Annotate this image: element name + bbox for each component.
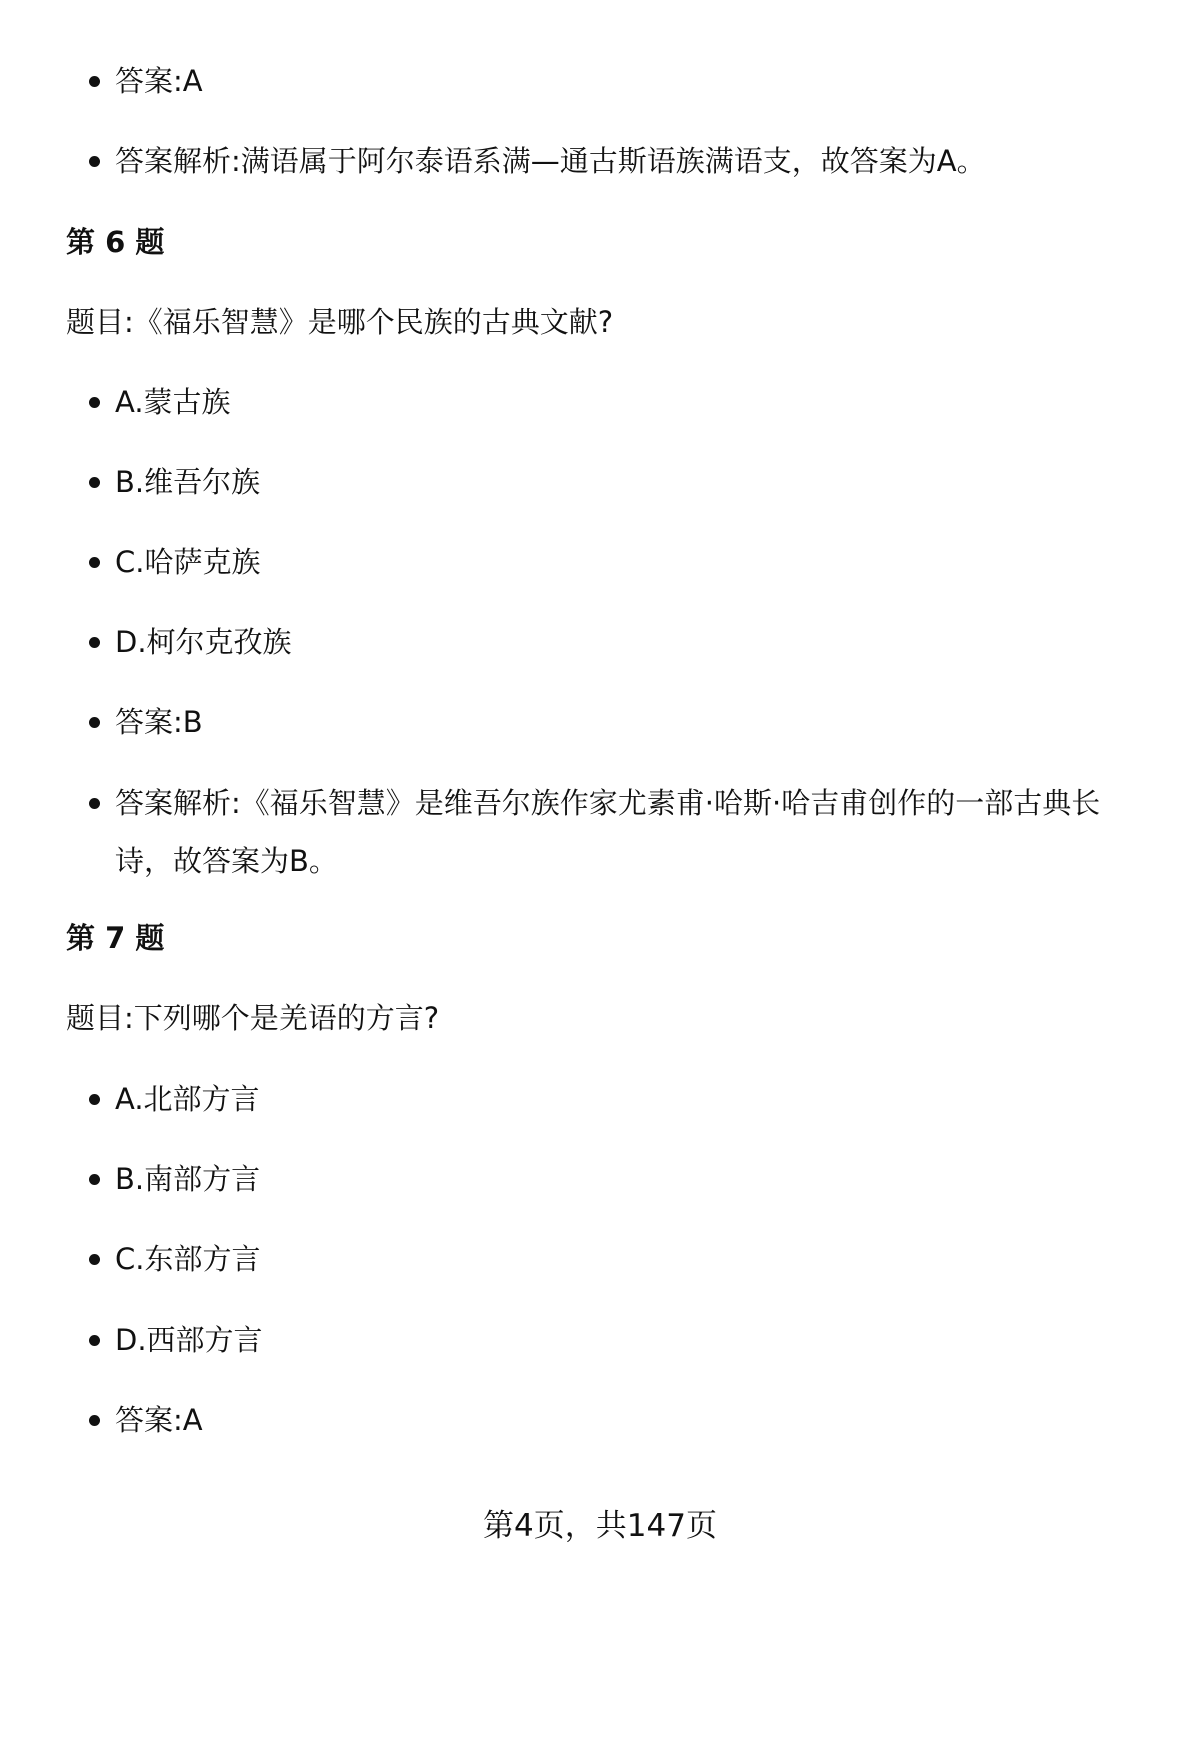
option-d: D.西部方言: [115, 1323, 263, 1357]
explanation-line: 答案解析:《福乐智慧》是维吾尔族作家尤素甫·哈斯·哈吉甫创作的一部古典长诗，故答案为B。: [115, 786, 1101, 878]
explanation-line: 答案解析:满语属于阿尔泰语系满—通古斯语族满语支，故答案为A。: [115, 144, 986, 178]
page-number: 第4页，共147页: [483, 1508, 717, 1544]
option-a: A.北部方言: [115, 1082, 260, 1116]
bullet-dot: [89, 477, 100, 488]
bullet-dot: [89, 1094, 100, 1105]
bullet-dot: [89, 637, 100, 648]
answer-line: 答案:B: [115, 705, 203, 739]
bullet-dot: [89, 1335, 100, 1346]
bullet-dot: [89, 397, 100, 408]
bullet-dot: [89, 798, 100, 809]
option-b: B.南部方言: [115, 1162, 261, 1196]
option-c: C.哈萨克族: [115, 545, 261, 579]
bullet-dot: [89, 1254, 100, 1265]
question-heading: 第 6 题: [66, 225, 165, 259]
option-c: C.东部方言: [115, 1242, 261, 1276]
bullet-dot: [89, 156, 100, 167]
bullet-dot: [89, 1174, 100, 1185]
bullet-dot: [89, 76, 100, 87]
bullet-dot: [89, 1415, 100, 1426]
question-heading: 第 7 题: [66, 921, 165, 955]
option-b: B.维吾尔族: [115, 465, 261, 499]
question-text: 题目:下列哪个是羌语的方言?: [66, 1001, 440, 1035]
answer-line: 答案:A: [115, 64, 203, 98]
option-a: A.蒙古族: [115, 385, 231, 419]
question-text: 题目:《福乐智慧》是哪个民族的古典文献?: [66, 305, 614, 339]
option-d: D.柯尔克孜族: [115, 625, 292, 659]
bullet-dot: [89, 557, 100, 568]
bullet-dot: [89, 717, 100, 728]
answer-line: 答案:A: [115, 1403, 203, 1437]
